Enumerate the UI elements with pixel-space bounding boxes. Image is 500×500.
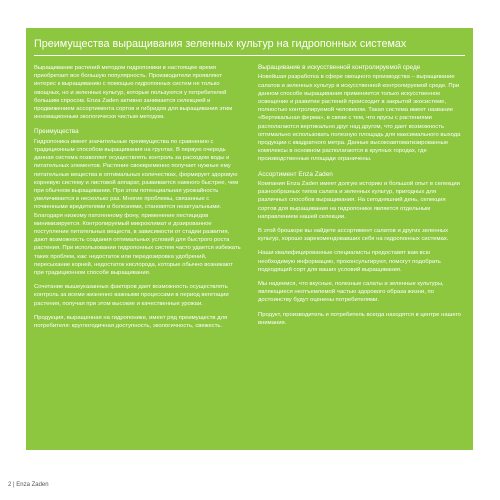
content-panel (26, 28, 473, 450)
title-divider (34, 55, 465, 56)
assortment-heading: Ассортимент Enza Zaden (258, 170, 333, 178)
hope-paragraph: Мы надеемся, что вкусные, полезные салаты и зеленные культуры, являющиеся неотъемлемой частью здорового образа жизни, по достоинству будут оценены потребителями. (258, 281, 444, 304)
columns (34, 64, 465, 336)
advantages-paragraph: Гидропоника имеет значительные преимущества по сравнению с традиционным способом выращивания на грунтах. В первую очередь данная система позволяет осуществлять контроль за расходом воды и питательных элементов. Растение своевременно получает нужные ему питательные вещества в оптимальных количествах, формирует здоровую корневую систему и листовой аппарат, развивается намного быстрее, чем при обычном выращивании. При этом потенциальная урожайность увеличивается в несколько раз. Многие проблемы, связанные с почвенными вредителями и болезнями, становятся неактуальными. Благодаря низкому патогенному фону, применение пестицидов минимизируется. Контролируемый микроклимат и дозированное поступление питательных веществ, в зависимости от стадии развития, дают возможность создания оптимальных условий для быстрого роста растения. При использовании гидропонных систем часто удается избежать таких проблем, как: недостаток или передозировка удобрений, пересыхание корней, недостаток кислорода, которые обычно возникают при традиционном способе выращивания. (34, 138, 241, 277)
controlled-environment-paragraph: Новейшая разработка в сфере овощного производства – выращивание салатов и зеленных культур в искусственной контролируемой среде. При данном способе выращивания применяется только искусственное освещение и развитие растений происходит в закрытой экосистеме, полностью контролируемой человеком. Такая система имеет название «Вертикальная ферма», в связи с тем, что ярусы с растениями располагаются вертикально друг над другом, что дает возможность оптимально использовать полезную площадь для максимального выхода продукции с квадратного метра. Данные высокоавтоматизированные комплексы в основном располагаются в крупных городах, где производственные площади ограничены. (258, 74, 461, 163)
advantages-heading: Преимущества (34, 128, 79, 136)
combination-paragraph: Сочетание вышеуказанных факторов дает возможность осуществлять контроль за всеми жизненно важными процессами в период вегетации растения, получая при этом высокие и качественные урожаи. (34, 284, 229, 307)
focus-paragraph: Продукт, производитель и потребитель всегда находятся в центре нашего внимания. (258, 311, 461, 326)
specialists-paragraph: Наши квалифицированные специалисты предоставят вам всю необходимую информацию, проконсультируют, помогут подобрать подходящий сорт для ваших условий выращивания. (258, 250, 441, 273)
page-footer: 2 | Enza Zaden (8, 482, 49, 488)
left-column (34, 64, 241, 336)
right-column (258, 64, 465, 336)
page-title: Преимущества выращивания зеленных культур на гидропонных системах (34, 38, 407, 50)
product-benefits-paragraph: Продукция, выращенная на гидропонике, имеет ряд преимуществ для потребителя: круглогодичная доступность, экологичность, свежесть. (34, 314, 228, 330)
assortment-paragraph: Компания Enza Zaden имеет долгую историю и большой опыт в селекции разнообразных типов салата и зеленных культур, пригодных для различных способов выращивания. На сегодняшний день, селекция сортов для выращивания на гидропонике является отдельным направлением нашей селекции. (258, 181, 460, 220)
brochure-paragraph: В этой брошюре вы найдете ассортимент салатов и других зеленных культур, хорошо зарекомендовавших себя на гидропонных системах. (258, 228, 449, 243)
controlled-environment-heading: Выращивание в искусственной контролируемой среде (258, 64, 421, 71)
intro-paragraph: Выращивание растений методом гидропоники в настоящее время приобретает все большую популярность. Производители проявляют интерес к выращиванию с помощью гидропонных систем не только овощных, но и зеленных культур, которые пользуются у потребителей большим спросом. Enza Zaden активно занимается селекцией и продвижением ассортимента сортов и гибридов для выращивания этим инновационным экологически чистым методом. (34, 65, 233, 121)
